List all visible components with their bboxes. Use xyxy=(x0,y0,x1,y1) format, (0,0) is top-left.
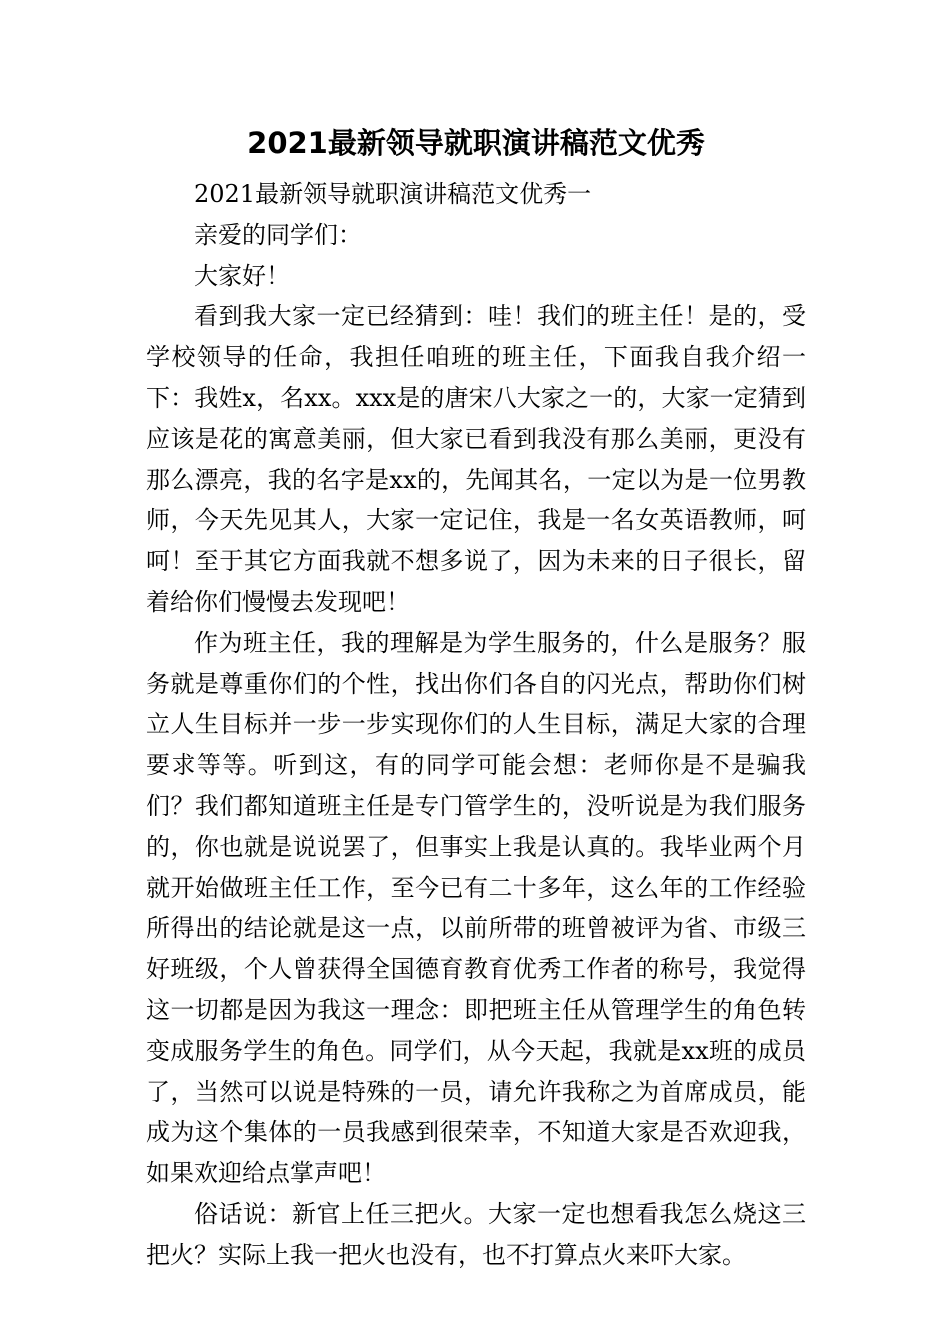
paragraph-subtitle: 2021最新领导就职演讲稿范文优秀一 xyxy=(194,180,592,208)
document-body xyxy=(146,118,806,1276)
document-title: 2021最新领导就职演讲稿范文优秀 xyxy=(247,126,705,160)
paragraph-introduction: 看到我大家一定已经猜到：哇！我们的班主任！是的，受学校领导的任命，我担任咱班的班主任，下面我自我介绍一下：我姓x，名xx。xxx是的唐宋八大家之一的，大家一定猜到应该是花的寓意美丽，但大家已看到我没有那么美丽，更没有那么漂亮，我的名字是xx的，先闻其名，一定以为是一位男教师，今天先见其人，大家一定记住，我是一名女英语教师，呵呵！至于其它方面我就不想多说了，因为未来的日子很长，留着给你们慢慢去发现吧！ xyxy=(146,302,806,616)
paragraph-salutation: 亲爱的同学们： xyxy=(194,220,362,249)
paragraph-three-fires: 俗话说：新官上任三把火。大家一定也想看我怎么烧这三把火？实际上我一把火也没有，也不打算点火来吓大家。 xyxy=(146,1199,806,1269)
paragraph-service: 作为班主任，我的理解是为学生服务的，什么是服务？服务就是尊重你们的个性，找出你们各自的闪光点，帮助你们树立人生目标并一步一步实现你们的人生目标，满足大家的合理要求等等。听到这，有的同学可能会想：老师你是不是骗我们？我们都知道班主任是专门管学生的，没听说是为我们服务的，你也就是说说罢了，但事实上我是认真的。我毕业两个月就开始做班主任工作，至今已有二十多年，这么年的工作经验所得出的结论就是这一点，以前所带的班曾被评为省、市级三好班级，个人曾获得全国德育教育优秀工作者的称号，我觉得这一切都是因为我这一理念：即把班主任从管理学生的角色转变成服务学生的角色。同学们，从今天起，我就是xx班的成员了，当然可以说是特殊的一员，请允许我称之为首席成员，能成为这个集体的一员我感到很荣幸，不知道大家是否欢迎我，如果欢迎给点掌声吧！ xyxy=(146,628,806,1188)
paragraph-greeting: 大家好！ xyxy=(194,261,290,290)
